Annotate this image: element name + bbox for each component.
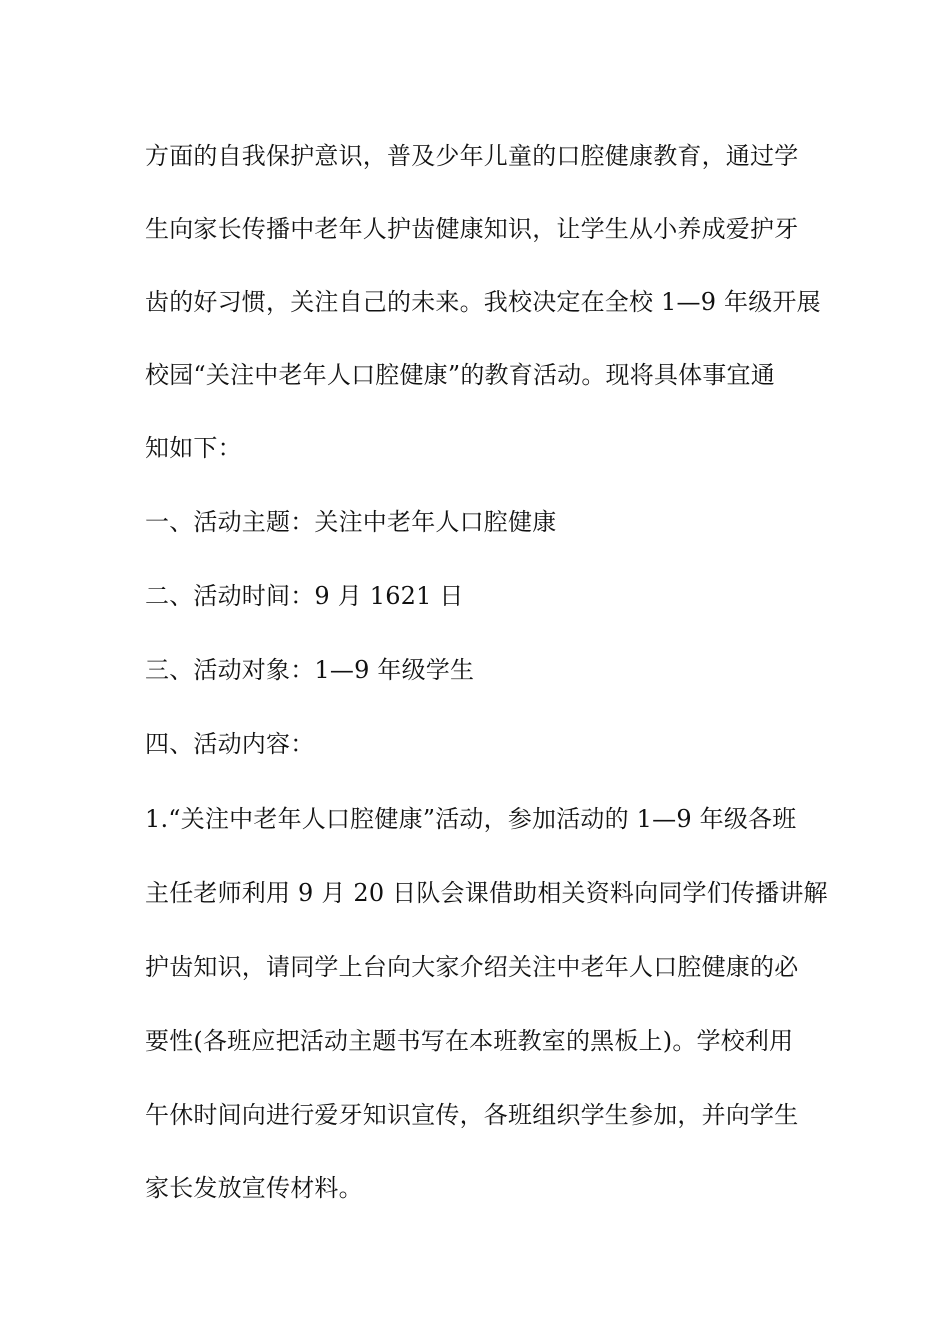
paragraph-line: 生向家长传播中老年人护齿健康知识，让学生从小养成爱护牙 [145, 215, 799, 243]
section-heading-time: 二、活动时间：9 月 1621 日 [145, 582, 464, 610]
paragraph-line: 齿的好习惯，关注自己的未来。我校决定在全校 1—9 年级开展 [145, 288, 821, 316]
paragraph-line: 护齿知识，请同学上台向大家介绍关注中老年人口腔健康的必 [145, 953, 799, 981]
paragraph-line: 方面的自我保护意识，普及少年儿童的口腔健康教育，通过学 [145, 142, 799, 170]
paragraph-line: 午休时间向进行爱牙知识宣传，各班组织学生参加，并向学生 [145, 1101, 799, 1129]
section-heading-audience: 三、活动对象：1—9 年级学生 [145, 656, 475, 684]
paragraph-line: 主任老师利用 9 月 20 日队会课借助相关资料向同学们传播讲解 [145, 879, 828, 907]
paragraph-line: 家长发放宣传材料。 [145, 1174, 363, 1202]
paragraph-line: 校园“关注中老年人口腔健康”的教育活动。现将具体事宜通 [145, 361, 775, 389]
section-heading-content: 四、活动内容： [145, 730, 315, 758]
paragraph-line: 1.“关注中老年人口腔健康”活动，参加活动的 1—9 年级各班 [145, 805, 797, 833]
paragraph-line: 要性(各班应把活动主题书写在本班教室的黑板上)。学校利用 [145, 1027, 794, 1055]
section-heading-theme: 一、活动主题：关注中老年人口腔健康 [145, 508, 557, 536]
paragraph-line: 知如下： [145, 434, 242, 462]
